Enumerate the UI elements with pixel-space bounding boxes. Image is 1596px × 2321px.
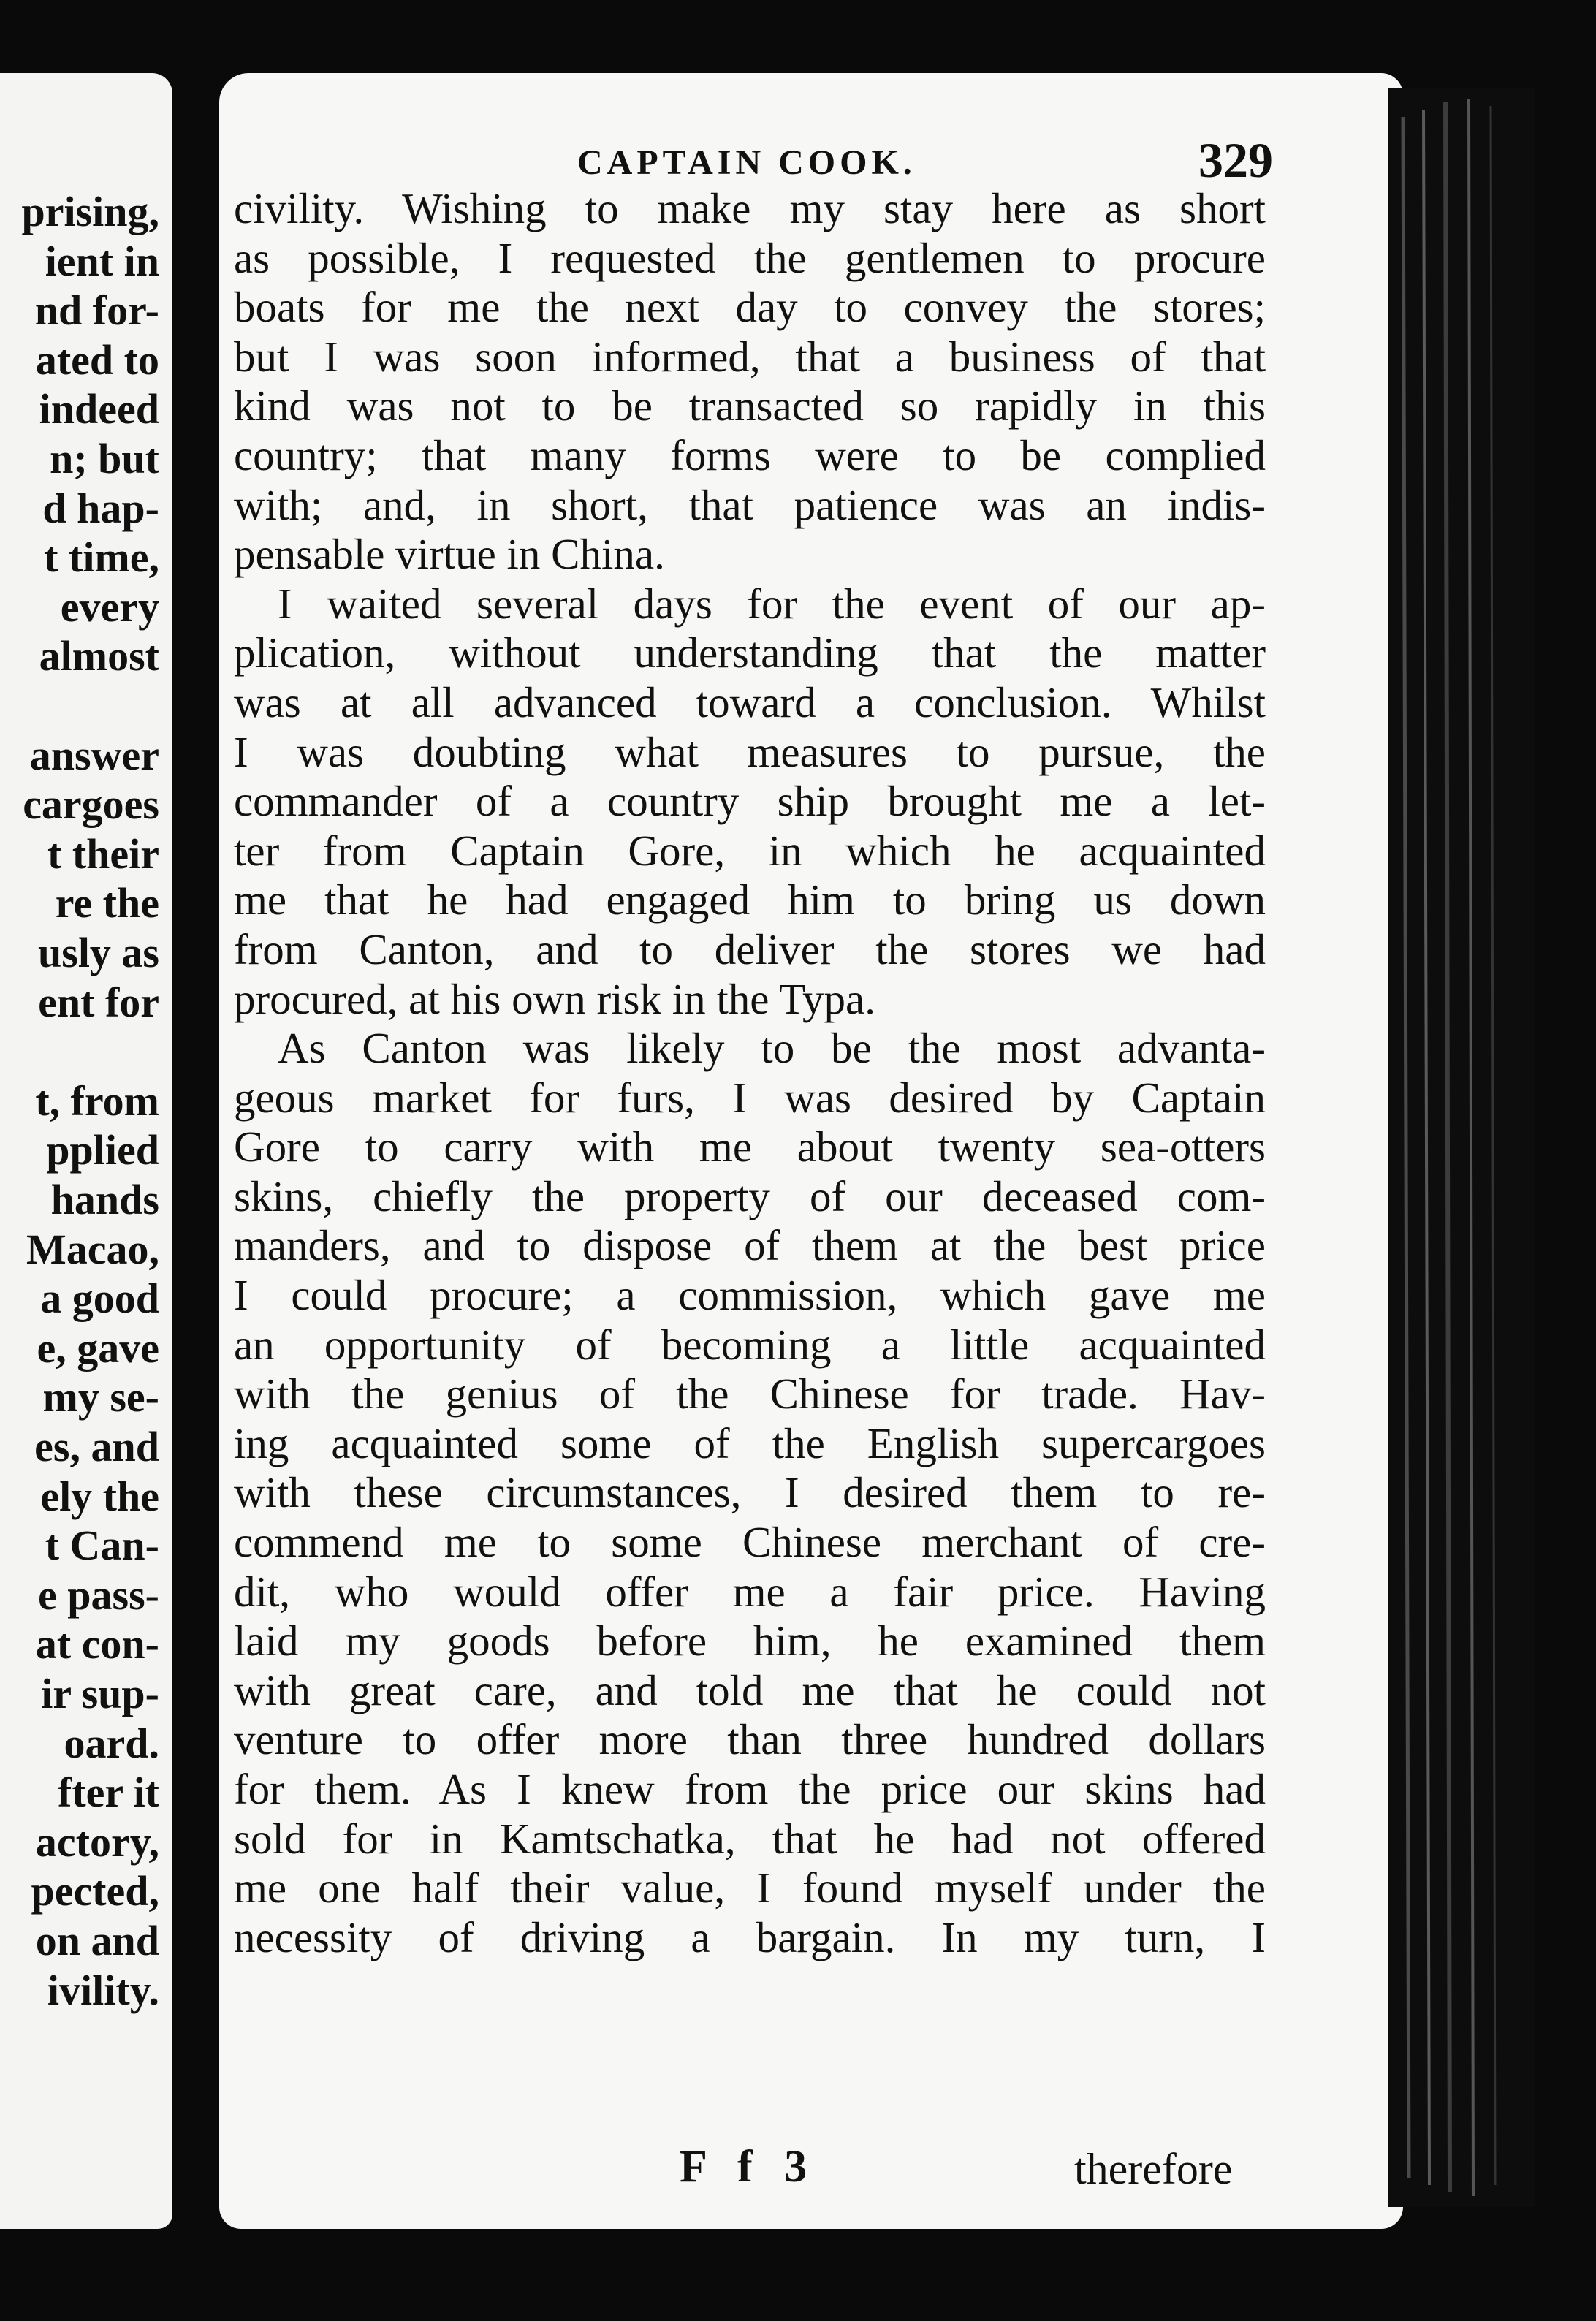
text-line: As Canton was likely to be the most advanta-: [278, 1024, 1266, 1073]
text-line: me that he had engaged him to bring us down: [234, 875, 1266, 924]
left-page-fragment: at con-: [35, 1620, 159, 1668]
body-text: [234, 184, 1266, 1962]
page-edges: [1388, 88, 1535, 2207]
signature-mark: F f 3: [680, 2142, 818, 2192]
left-page-fragment: answer: [29, 731, 159, 779]
text-line: pensable virtue in China.: [234, 530, 665, 579]
left-page-fragment: ient in: [45, 237, 159, 285]
text-line: skins, chiefly the property of our deceased com-: [234, 1171, 1266, 1220]
left-page-fragment: prising,: [21, 188, 159, 235]
left-page-fragment: usly as: [37, 929, 159, 976]
left-page: [0, 73, 172, 2229]
text-line: commend me to some Chinese merchant of cre-: [234, 1518, 1266, 1567]
left-page-fragment: actory,: [35, 1817, 159, 1866]
text-line: civility. Wishing to make my stay here as short: [234, 184, 1266, 232]
text-line: with the genius of the Chinese for trade. Hav-: [234, 1370, 1266, 1418]
text-line: venture to offer more than three hundred dollars: [234, 1715, 1266, 1764]
text-line: was at all advanced toward a conclusion. Whilst: [234, 677, 1266, 726]
left-page-fragment: oard.: [64, 1719, 159, 1767]
left-page-fragment: pected,: [31, 1867, 159, 1915]
text-line: an opportunity of becoming a little acquainted: [234, 1320, 1266, 1369]
text-line: dit, who would offer me a fair price. Having: [234, 1567, 1266, 1616]
text-line: ter from Captain Gore, in which he acquainted: [234, 826, 1266, 875]
text-line: geous market for furs, I was desired by Captain: [234, 1073, 1266, 1122]
left-page-fragment: ent for: [38, 978, 159, 1026]
text-line: I could procure; a commission, which gave me: [234, 1271, 1266, 1320]
left-page-fragment: indeed: [39, 385, 159, 433]
left-page-fragment: n; but: [50, 435, 159, 482]
left-page-fragment: es, and: [34, 1423, 159, 1470]
text-line: with great care, and told me that he could not: [234, 1665, 1266, 1714]
left-page-fragment: e pass-: [38, 1570, 159, 1619]
left-page-fragment: almost: [39, 632, 159, 680]
left-page-fragment: ated to: [35, 335, 159, 384]
left-page-fragment: my se-: [42, 1373, 159, 1421]
left-page-fragment: t, from: [35, 1076, 159, 1125]
catchword: therefore: [1074, 2145, 1233, 2193]
text-line: manders, and to dispose of them at the best price: [234, 1221, 1266, 1270]
text-line: I was doubting what measures to pursue, the: [234, 727, 1266, 776]
text-line: commander of a country ship brought me a let-: [234, 777, 1266, 826]
left-page-fragment: on and: [35, 1917, 159, 1964]
left-page-fragment: fter it: [58, 1769, 159, 1817]
left-page-fragment: a good: [40, 1275, 159, 1323]
text-line: me one half their value, I found myself under the: [234, 1864, 1266, 1912]
text-line: procured, at his own risk in the Typa.: [234, 974, 875, 1023]
left-page-fragment: re the: [55, 879, 159, 927]
page-number: 329: [1198, 132, 1273, 188]
text-line: boats for me the next day to convey the stores;: [234, 283, 1266, 332]
text-line: laid my goods before him, he examined them: [234, 1617, 1266, 1665]
text-line: as possible, I requested the gentlemen to procure: [234, 233, 1266, 282]
left-page-fragment: d hap-: [42, 484, 159, 532]
text-line: country; that many forms were to be complied: [234, 430, 1266, 479]
left-page-fragment: t time,: [44, 533, 159, 582]
text-line: I waited several days for the event of our ap-: [278, 579, 1266, 628]
left-page-fragment: cargoes: [23, 780, 159, 829]
left-page-fragment: ir sup-: [41, 1670, 159, 1717]
text-line: but I was soon informed, that a business of that: [234, 332, 1266, 381]
text-line: kind was not to be transacted so rapidly in this: [234, 381, 1266, 430]
left-page-fragment: nd for-: [34, 286, 159, 335]
left-page-fragment: Macao,: [26, 1225, 159, 1273]
left-page-fragment: pplied: [46, 1126, 159, 1174]
text-line: with; and, in short, that patience was an indis-: [234, 480, 1266, 529]
left-page-fragment: t their: [48, 829, 159, 878]
text-line: with these circumstances, I desired them to re-: [234, 1468, 1266, 1517]
text-line: from Canton, and to deliver the stores we had: [234, 924, 1266, 973]
left-page-fragment: t Can-: [45, 1522, 159, 1570]
text-line: for them. As I knew from the price our skins had: [234, 1765, 1266, 1813]
text-line: plication, without understanding that the matter: [234, 628, 1266, 677]
text-line: ing acquainted some of the English supercargoes: [234, 1418, 1266, 1467]
left-page-fragment: ely the: [40, 1472, 159, 1520]
left-page-fragment: every: [60, 582, 159, 631]
running-head: CAPTAIN COOK.: [577, 143, 916, 182]
left-page-fragment: hands: [50, 1176, 159, 1223]
text-line: sold for in Kamtschatka, that he had not offered: [234, 1814, 1266, 1863]
left-page-fragment: ivility.: [47, 1966, 159, 2014]
text-line: necessity of driving a bargain. In my turn, I: [234, 1912, 1266, 1961]
text-line: Gore to carry with me about twenty sea-otters: [234, 1122, 1266, 1171]
left-page-fragment: e, gave: [37, 1323, 159, 1372]
